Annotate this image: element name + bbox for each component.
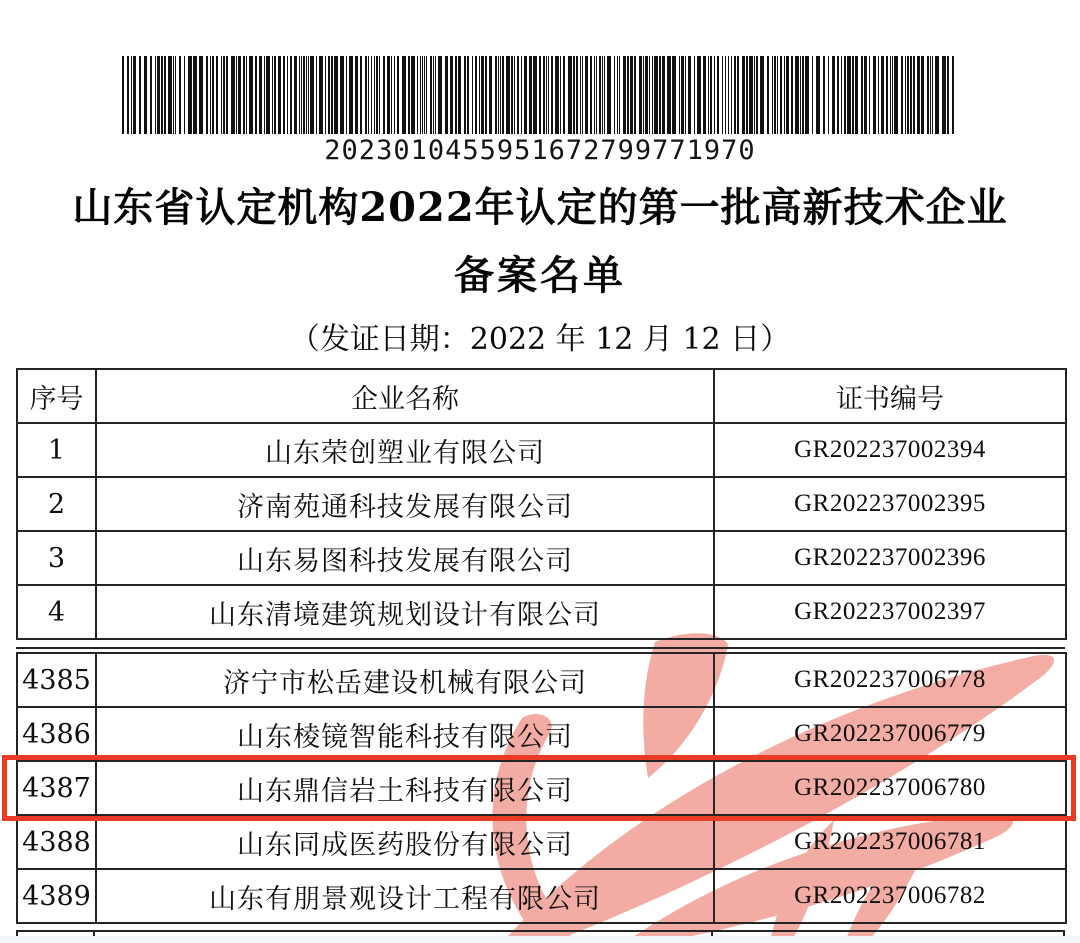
row-cert: GR202237002396 bbox=[714, 531, 1066, 585]
table-row bbox=[17, 869, 1066, 923]
row-company: 山东荣创塑业有限公司 bbox=[96, 423, 714, 477]
barcode-number: 2023010455951672799771970 bbox=[324, 135, 756, 166]
table-row bbox=[17, 423, 1066, 477]
header-cert: 证书编号 bbox=[714, 369, 1066, 423]
header-company: 企业名称 bbox=[96, 369, 714, 423]
barcode-bars bbox=[120, 56, 960, 134]
document-title-line1: 山东省认定机构2022年认定的第一批高新技术企业 bbox=[72, 184, 1008, 231]
row-seq: 4389 bbox=[17, 869, 96, 923]
row-seq: 2 bbox=[17, 477, 96, 531]
row-cert: GR202237006778 bbox=[714, 653, 1066, 707]
row-seq: 4387 bbox=[17, 761, 96, 815]
row-cert: GR202237002395 bbox=[714, 477, 1066, 531]
row-seq: 4385 bbox=[17, 653, 96, 707]
row-cert: GR202237002397 bbox=[714, 585, 1066, 639]
row-seq: 4388 bbox=[17, 815, 96, 869]
table-row bbox=[17, 707, 1066, 761]
row-cert: GR202237002394 bbox=[714, 423, 1066, 477]
row-seq: 4 bbox=[17, 585, 96, 639]
table-row bbox=[17, 761, 1066, 815]
row-cert: GR202237006779 bbox=[714, 707, 1066, 761]
enterprise-table-section-1 bbox=[16, 368, 1067, 640]
row-company: 山东易图科技发展有限公司 bbox=[96, 531, 714, 585]
row-cert: GR202237006780 bbox=[714, 761, 1066, 815]
row-cert: GR202237006782 bbox=[714, 869, 1066, 923]
bottom-cut-line bbox=[16, 930, 1065, 932]
table-header-row bbox=[17, 369, 1066, 423]
barcode bbox=[120, 56, 960, 166]
row-seq: 1 bbox=[17, 423, 96, 477]
section-cut-line bbox=[16, 647, 1065, 649]
row-seq: 3 bbox=[17, 531, 96, 585]
row-company: 山东同成医药股份有限公司 bbox=[96, 815, 714, 869]
row-company: 山东清境建筑规划设计有限公司 bbox=[96, 585, 714, 639]
row-company: 济宁市松岳建设机械有限公司 bbox=[96, 653, 714, 707]
table-row bbox=[17, 653, 1066, 707]
row-company: 山东棱镜智能科技有限公司 bbox=[96, 707, 714, 761]
page-bottom-edge bbox=[0, 936, 1080, 943]
row-company: 山东有朋景观设计工程有限公司 bbox=[96, 869, 714, 923]
document-title-line2: 备案名单 bbox=[454, 252, 626, 299]
table-row bbox=[17, 531, 1066, 585]
row-company: 济南苑通科技发展有限公司 bbox=[96, 477, 714, 531]
table-row bbox=[17, 815, 1066, 869]
enterprise-table-section-2 bbox=[16, 652, 1067, 924]
header-seq: 序号 bbox=[17, 369, 96, 423]
row-seq: 4386 bbox=[17, 707, 96, 761]
issue-date-line: （发证日期：2022 年 12 月 12 日） bbox=[289, 322, 791, 357]
table-row bbox=[17, 477, 1066, 531]
table-row bbox=[17, 585, 1066, 639]
row-cert: GR202237006781 bbox=[714, 815, 1066, 869]
row-company: 山东鼎信岩土科技有限公司 bbox=[96, 761, 714, 815]
